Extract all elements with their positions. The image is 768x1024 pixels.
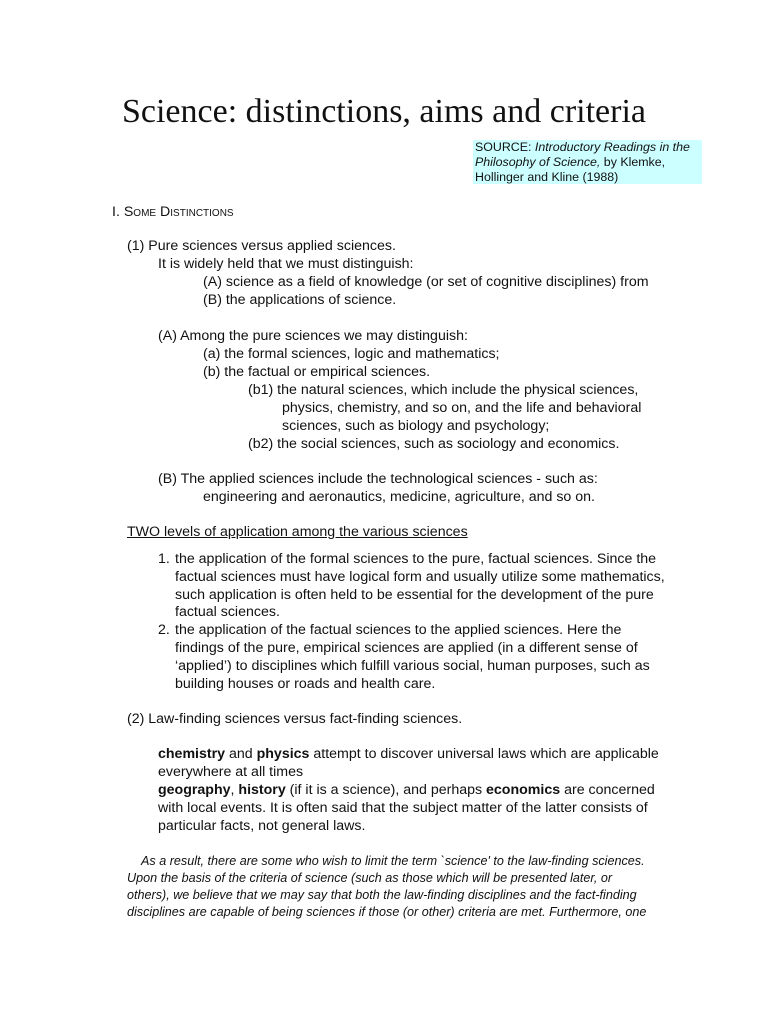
section-number: I. bbox=[112, 204, 124, 220]
closing-line1: As a result, there are some who wish to limit the term `science' to the law-finding sciences. bbox=[141, 854, 645, 868]
pure-b1-line1: (b1) the natural sciences, which include the physical sciences, bbox=[248, 382, 639, 398]
levels-heading: TWO levels of application among the various sciences bbox=[127, 524, 468, 540]
pure-b2: (b2) the social sciences, such as sociology and economics. bbox=[248, 436, 620, 452]
level2-number: 2. bbox=[158, 622, 170, 638]
law-finding-text: attempt to discover universal laws which are applicable bbox=[309, 746, 659, 762]
document-title: Science: distinctions, aims and criteria bbox=[121, 93, 646, 130]
level1-line4: factual sciences. bbox=[175, 604, 280, 620]
source-colon: : bbox=[528, 140, 535, 154]
closing-line2: Upon the basis of the criteria of science (such as those which will be presented later, or bbox=[127, 871, 613, 885]
connector-and: and bbox=[225, 746, 257, 762]
item1-B: (B) the applications of science. bbox=[203, 292, 397, 308]
level2-line1: the application of the factual sciences to the applied sciences. Here the bbox=[175, 622, 622, 638]
term-economics: economics bbox=[486, 782, 561, 798]
pure-intro: (A) Among the pure sciences we may distinguish: bbox=[158, 328, 468, 344]
term-history: history bbox=[238, 782, 286, 798]
level2-line2: findings of the pure, empirical sciences are applied (in a different sense of bbox=[175, 640, 638, 656]
level1-line1: the application of the formal sciences to the pure, factual sciences. Since the bbox=[175, 551, 657, 567]
applied-line1: (B) The applied sciences include the technological sciences - such as: bbox=[158, 471, 598, 487]
level1-line2: factual sciences must have logical form and usually utilize some mathematics, bbox=[175, 569, 665, 585]
closing-line4: disciplines are capable of being sciences if those (or other) criteria are met. Furthermore, one bbox=[127, 905, 647, 919]
item1-A: (A) science as a field of knowledge (or set of cognitive disciplines) from bbox=[203, 274, 649, 290]
fact-finding-line2: with local events. It is often said that the subject matter of the latter consists of bbox=[158, 800, 648, 816]
term-geography: geography bbox=[158, 782, 231, 798]
fact-finding-mid: (if it is a science), and perhaps bbox=[285, 782, 487, 798]
pure-b1-line2: physics, chemistry, and so on, and the life and behavioral bbox=[282, 400, 642, 416]
connector-comma: , bbox=[230, 782, 239, 798]
fact-finding-line1 bbox=[158, 781, 655, 799]
fact-finding-line3: particular facts, not general laws. bbox=[158, 818, 366, 834]
source-book-title: Introductory Readings in the Philosophy of Science, bbox=[475, 140, 690, 169]
item1-intro: It is widely held that we must distinguish: bbox=[158, 256, 414, 272]
applied-line2: engineering and aeronautics, medicine, agriculture, and so on. bbox=[203, 489, 595, 505]
law-finding-line1 bbox=[158, 745, 659, 763]
source-label: SOURCE bbox=[475, 140, 529, 154]
pure-b1-line3: sciences, such as biology and psychology; bbox=[282, 418, 550, 434]
source-authors: by Klemke, Hollinger and Kline (1988) bbox=[475, 155, 666, 184]
fact-finding-rest: are concerned bbox=[560, 782, 655, 798]
pure-b: (b) the factual or empirical sciences. bbox=[203, 364, 431, 380]
section-heading bbox=[112, 203, 234, 221]
closing-line3: others), we believe that we may say that both the law-finding disciplines and the fact-finding bbox=[127, 888, 637, 902]
term-physics: physics bbox=[256, 746, 310, 762]
source-citation-box bbox=[473, 140, 702, 184]
level2-line4: building houses or roads and health care. bbox=[175, 676, 436, 692]
law-finding-line2: everywhere at all times bbox=[158, 764, 304, 780]
level2-line3: ‘applied’) to disciplines which fulfill various social, human purposes, such as bbox=[175, 658, 650, 674]
level1-number: 1. bbox=[158, 551, 170, 567]
item2-heading: (2) Law-finding sciences versus fact-finding sciences. bbox=[127, 711, 463, 727]
pure-a: (a) the formal sciences, logic and mathematics; bbox=[203, 346, 500, 362]
section-title: Some Distinctions bbox=[123, 204, 234, 220]
term-chemistry: chemistry bbox=[158, 746, 226, 762]
level1-line3: such application is often held to be essential for the development of the pure bbox=[175, 587, 654, 603]
item1-heading: (1) Pure sciences versus applied sciences. bbox=[127, 238, 396, 254]
